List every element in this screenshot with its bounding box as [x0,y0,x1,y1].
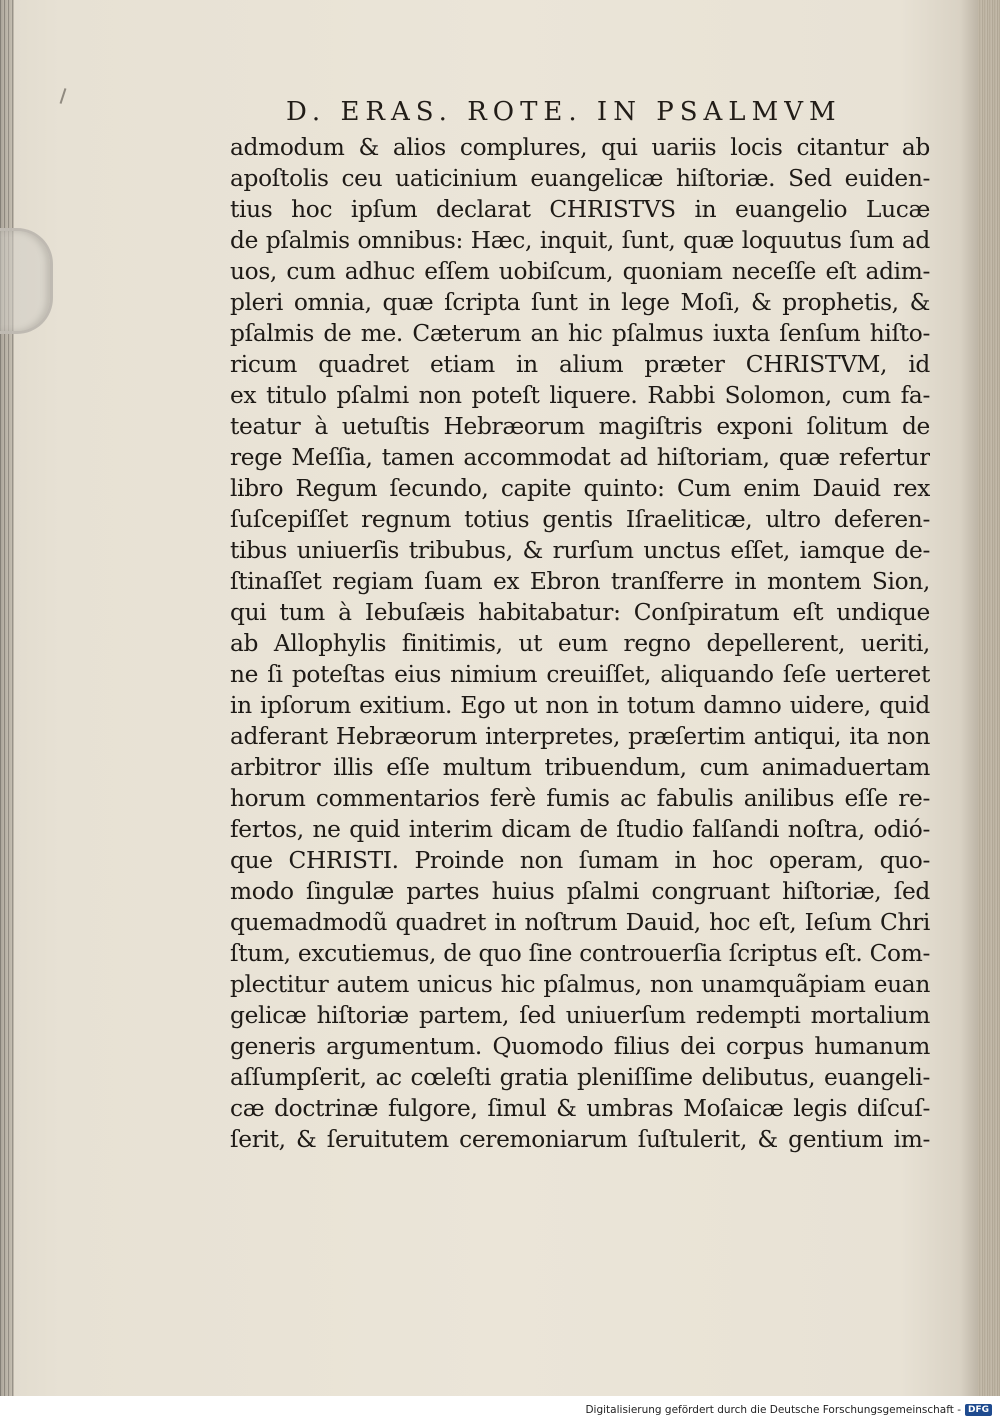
text-line: que CHRISTI. Proinde non ſumam in hoc operam, quo- [230,847,930,874]
text-line: libro Regum ſecundo, capite quinto: Cum enim Dauid rex [230,475,930,502]
text-line: pſalmis de me. Cæterum an hic pſalmus iuxta ſenſum hiſto- [230,320,930,347]
book-spine-edge [0,0,14,1424]
footer-credit: Digitalisierung gefördert durch die Deutsche Forschungsgemeinschaft - [585,1404,961,1416]
text-line: plectitur autem unicus hic pſalmus, non unamquãpiam euan [230,971,930,998]
text-line: admodum & alios complures, qui uariis locis citantur ab [230,134,930,161]
text-line: modo ſingulæ partes huius pſalmi congruant hiſtoriæ, ſed [230,878,930,905]
text-line: ne ſi poteſtas eius nimium creuiſſet, aliquando ſeſe uerteret [230,661,930,688]
running-head: D. ERAS. ROTE. IN PSALMVM [286,97,842,127]
text-line: in ipſorum exitium. Ego ut non in totum damno uidere, quid [230,692,930,719]
text-line: apoſtolis ceu uaticinium euangelicæ hiſtoriæ. Sed euiden- [230,165,930,192]
text-line: teatur à uetuſtis Hebræorum magiſtris exponi ſolitum de [230,413,930,440]
text-line: ricum quadret etiam in alium præter CHRISTVM, id [230,351,930,378]
text-line: gelicæ hiſtoriæ partem, ſed uniuerſum redempti mortalium [230,1002,930,1029]
text-line: adferant Hebræorum interpretes, præſertim antiqui, ita non [230,723,930,750]
text-line: de pſalmis omnibus: Hæc, inquit, ſunt, quæ loquutus ſum ad [230,227,930,254]
text-line: quemadmodũ quadret in noſtrum Dauid, hoc eſt, Ieſum Chri [230,909,930,936]
text-line: rege Meſſia, tamen accommodat ad hiſtoriam, quæ refertur [230,444,930,471]
text-line: qui tum à Iebuſæis habitabatur: Conſpiratum eſt undique [230,599,930,626]
margin-mark [60,88,67,104]
digitization-footer [0,1396,1000,1424]
text-line: ſuſcepiſſet regnum totius gentis Iſraeliticæ, ultro deferen- [230,506,930,533]
text-line: cæ doctrinæ fulgore, ſimul & umbras Moſaicæ legis diſcuſ- [230,1095,930,1122]
text-line: ſtum, excutiemus, de quo ſine controuerſia ſcriptus eſt. Com- [230,940,930,967]
dfg-logo: DFG [965,1404,992,1416]
text-line: aſſumpſerit, ac cœleſti gratia pleniſſime delibutus, euangeli- [230,1064,930,1091]
text-line: ex titulo pſalmi non poteſt liquere. Rabbi Solomon, cum fa- [230,382,930,409]
page-clip [0,228,53,334]
text-line: arbitror illis eſſe multum tribuendum, cum animaduertam [230,754,930,781]
text-line: uos, cum adhuc eſſem uobiſcum, quoniam neceſſe eſt adim- [230,258,930,285]
text-line: generis argumentum. Quomodo filius dei corpus humanum [230,1033,930,1060]
text-block [230,92,940,1155]
text-line: fertos, ne quid interim dicam de ſtudio falſandi noſtra, odió- [230,816,930,843]
text-line: pleri omnia, quæ ſcripta ſunt in lege Moſi, & prophetis, & [230,289,930,316]
text-line: horum commentarios ferè fumis ac fabulis anilibus eſſe re- [230,785,930,812]
text-line: ſerit, & ſeruitutem ceremoniarum ſuſtulerit, & gentium im- [230,1126,930,1153]
text-line: ſtinaſſet regiam ſuam ex Ebron tranſferre in montem Sion, [230,568,930,595]
text-line: tius hoc ipſum declarat CHRISTVS in euangelio Lucæ [230,196,930,223]
page-fore-edge [978,0,1000,1424]
text-line: ab Allophylis finitimis, ut eum regno depellerent, ueriti, [230,630,930,657]
text-line: tibus uniuerſis tribubus, & rurſum unctus eſſet, iamque de- [230,537,930,564]
